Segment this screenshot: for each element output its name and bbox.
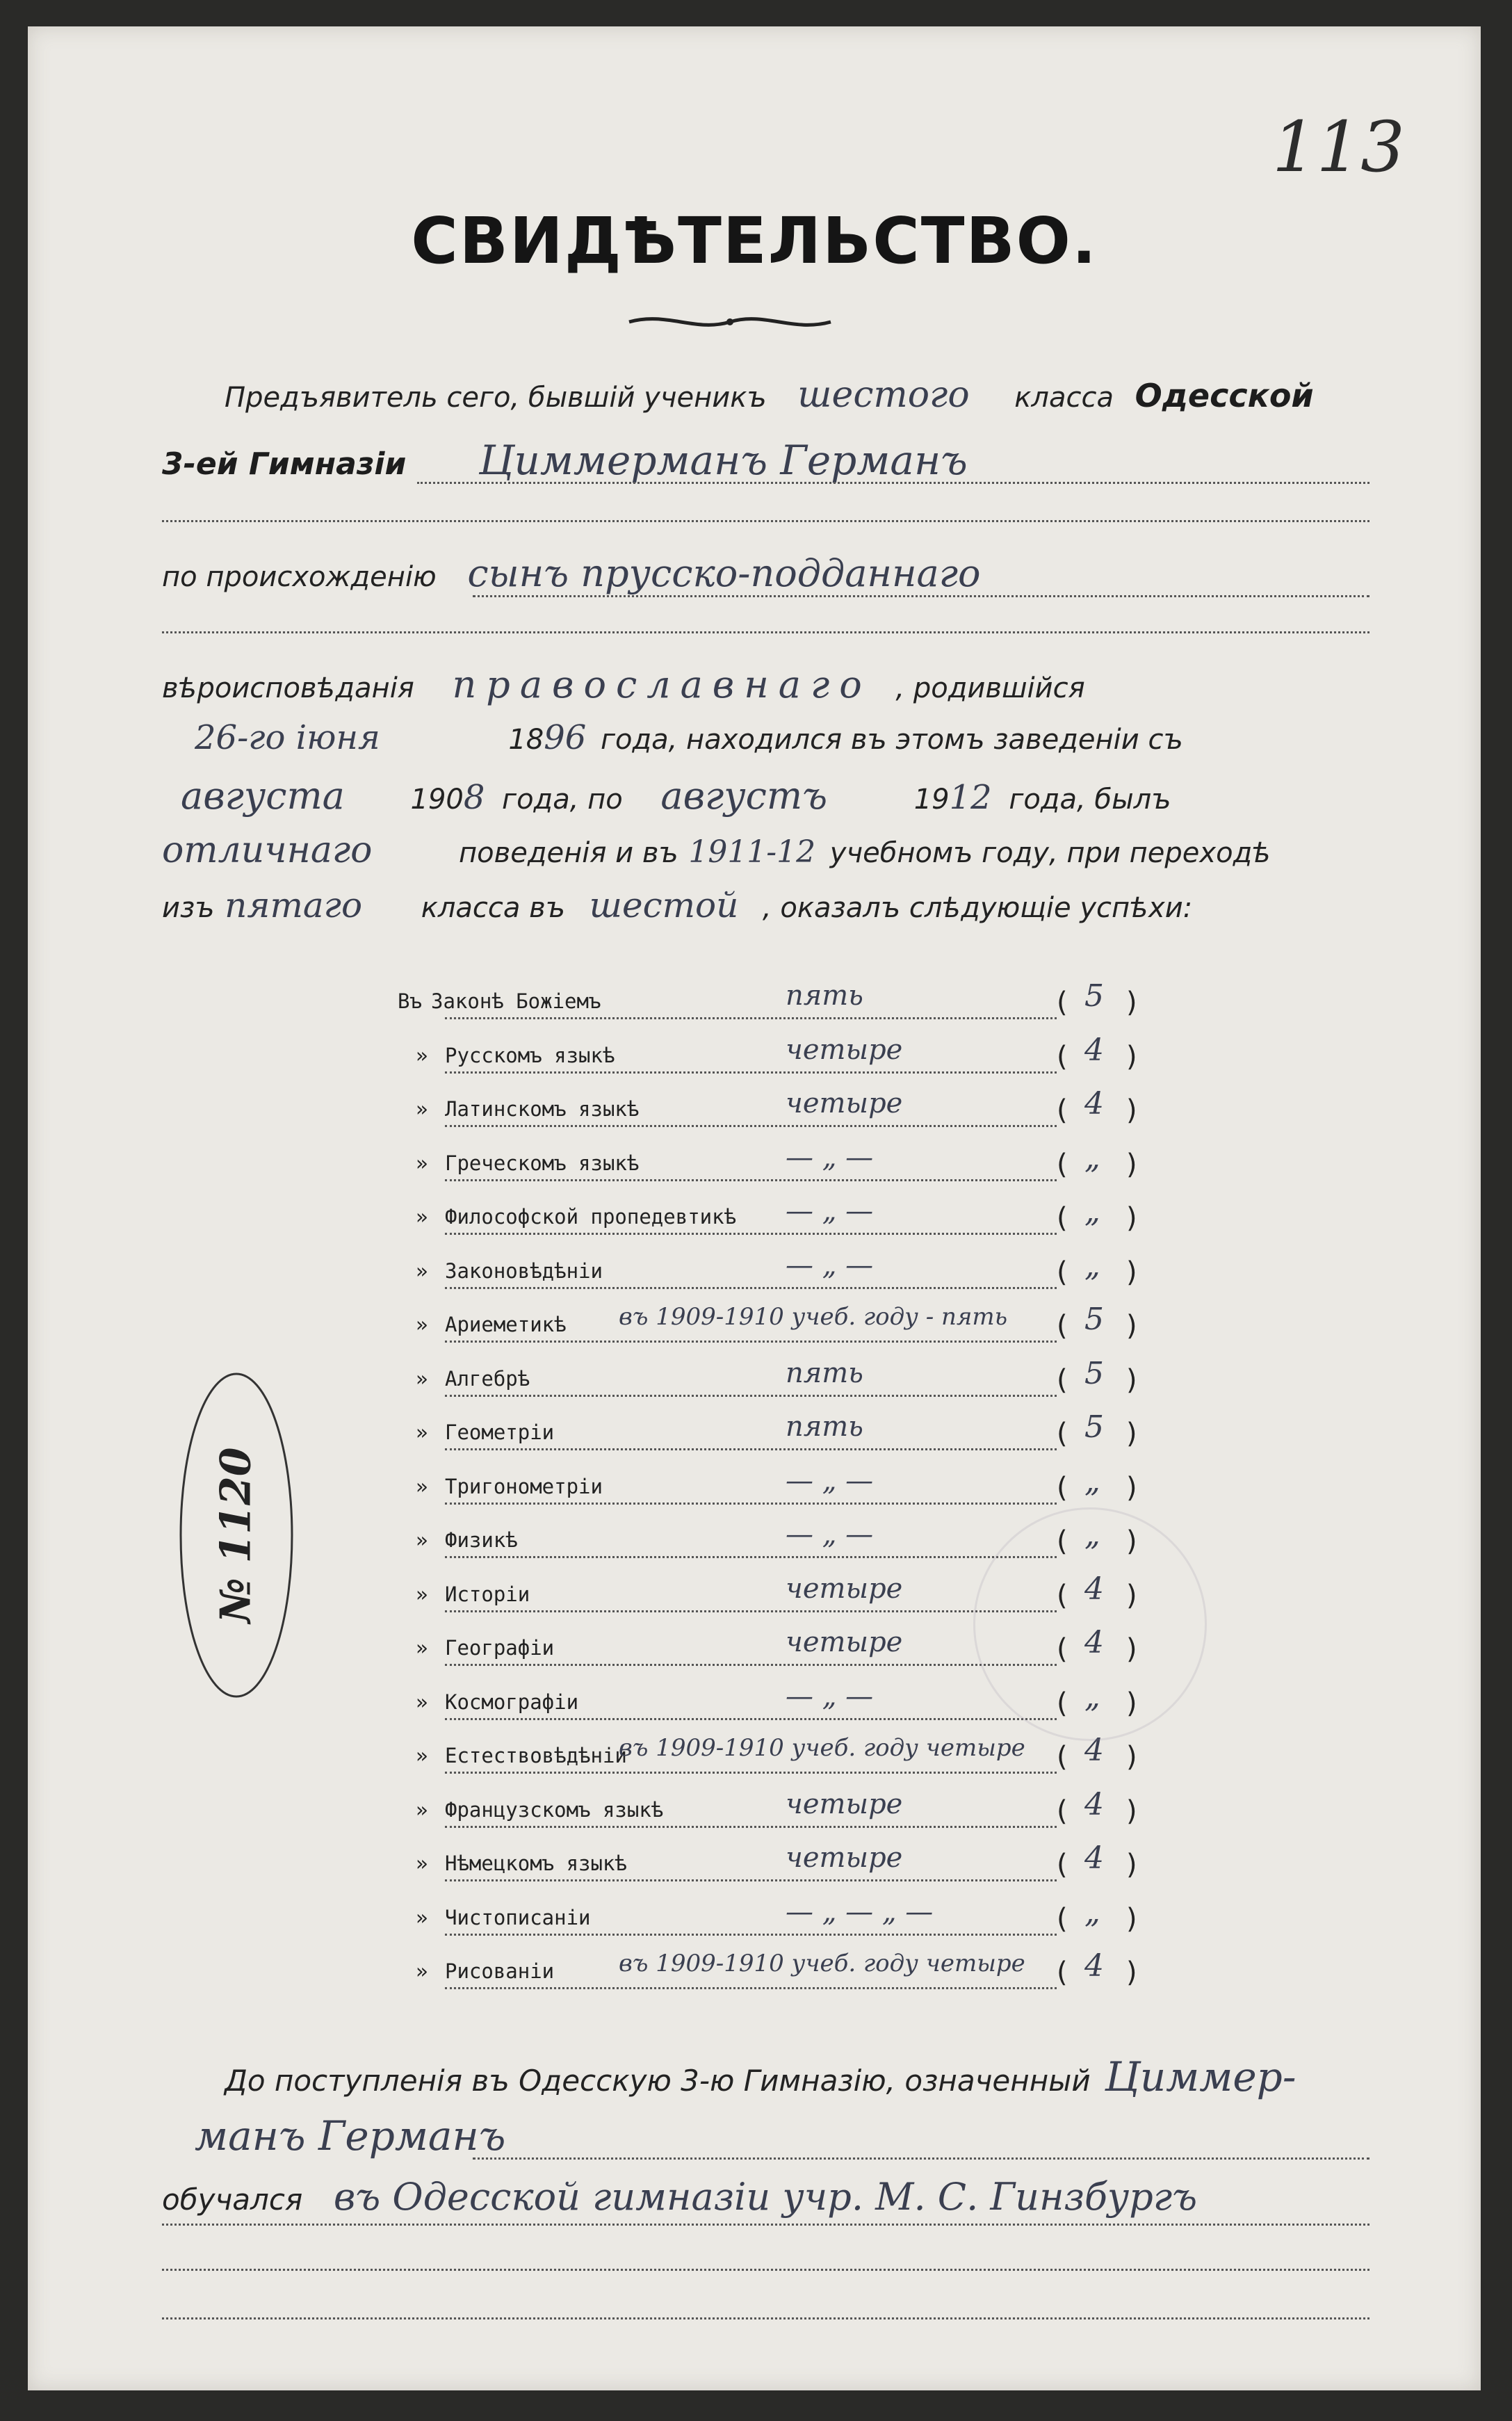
end-month: августъ [660, 774, 828, 818]
subject-prefix: » [416, 1744, 428, 1767]
grade-number: „ [1084, 1140, 1100, 1176]
subject-prefix: » [416, 1420, 428, 1444]
printed-text: класса [1014, 382, 1114, 414]
subject-name: Законѣ Божіемъ [431, 989, 601, 1013]
grade-paren-close: ) [1126, 1579, 1137, 1612]
grade-paren-close: ) [1126, 1741, 1137, 1773]
grade-number: „ [1084, 1247, 1100, 1284]
grade-word: — „ — [786, 1195, 874, 1227]
grade-paren-open: ( [1057, 1902, 1068, 1935]
grade-word: четыре [786, 1842, 903, 1874]
subject-prefix: » [416, 1097, 428, 1121]
subject-name: Нѣмецкомъ языкѣ [445, 1852, 627, 1875]
certificate-sheet [28, 26, 1481, 2390]
grade-paren-open: ( [1057, 1363, 1068, 1396]
page-number: 113 [1272, 106, 1405, 188]
grade-paren-open: ( [1057, 987, 1068, 1019]
grade-row [28, 1786, 1481, 1840]
grade-row [28, 1894, 1481, 1948]
grade-paren-open: ( [1057, 1687, 1068, 1719]
printed-text: по происхожденію [162, 561, 437, 593]
printed-text: года, находился въ этомъ заведеніи съ [600, 724, 1183, 756]
subject-prefix: » [416, 1474, 428, 1498]
subject-name: Французскомъ языкѣ [445, 1797, 664, 1822]
grade-row [28, 1247, 1481, 1301]
printed-text: поведенія и въ [459, 837, 678, 869]
grade-paren-open: ( [1057, 1849, 1068, 1881]
grade-paren-open: ( [1057, 1795, 1068, 1827]
grade-number: 4 [1084, 1086, 1104, 1122]
grade-number: 4 [1084, 1733, 1104, 1768]
grade-paren-close: ) [1126, 1310, 1137, 1342]
subject-prefix: » [416, 1528, 428, 1552]
start-month: августа [181, 774, 345, 818]
grade-word: — „ — [786, 1519, 874, 1550]
title-ornament [626, 308, 834, 336]
grade-row [28, 1733, 1481, 1786]
faint-seal [973, 1507, 1207, 1741]
intro-line-8 [162, 885, 1192, 925]
origin-value: сынъ прусско-подданнаго [467, 551, 981, 595]
grade-word: — „ — [786, 1680, 874, 1712]
grade-number: 5 [1084, 1302, 1104, 1337]
subject-name: Греческомъ языкѣ [445, 1151, 640, 1175]
subject-prefix: » [416, 1313, 428, 1336]
grade-number: „ [1084, 1194, 1100, 1229]
subject-prefix: » [416, 1258, 428, 1283]
birth-year: 96 [544, 718, 587, 757]
grade-paren-close: ) [1126, 1040, 1137, 1073]
subject-prefix: » [416, 1690, 428, 1714]
grade-word: четыре [786, 1626, 903, 1658]
grade-word: четыре [786, 1788, 903, 1820]
grade-row [28, 1032, 1481, 1085]
subject-prefix: » [416, 1959, 428, 1983]
subject-prefix: » [416, 1151, 428, 1175]
printed-text: класса въ [421, 892, 565, 924]
grade-paren-close: ) [1126, 1471, 1137, 1504]
grade-word: четыре [786, 1572, 903, 1605]
grade-paren-open: ( [1057, 1418, 1068, 1450]
grade-word: — „ — [786, 1249, 874, 1281]
printed-text: года, по [502, 784, 623, 816]
grade-paren-close: ) [1126, 1148, 1137, 1181]
subject-name: Геометріи [445, 1420, 555, 1444]
grade-number: 4 [1084, 1571, 1104, 1607]
subject-name: Физикѣ [445, 1528, 518, 1552]
grade-paren-open: ( [1057, 1741, 1068, 1773]
grade-word: пять [786, 1357, 863, 1389]
subject-name: Космографіи [445, 1690, 579, 1714]
grade-number: 5 [1084, 1409, 1104, 1445]
grade-paren-close: ) [1126, 1202, 1137, 1234]
grade-paren-close: ) [1126, 1902, 1137, 1935]
grade-paren-open: ( [1057, 1633, 1068, 1665]
stamp-number: № 1120 [212, 1447, 261, 1624]
grade-number: „ [1084, 1463, 1100, 1499]
grade-row [28, 1140, 1481, 1193]
intro-line-7 [162, 829, 1271, 871]
printed-text: вѣроисповѣданія [162, 672, 414, 704]
grade-paren-close: ) [1126, 987, 1137, 1019]
printed-text: года, былъ [1009, 784, 1171, 816]
grade-word: — „ — [786, 1464, 874, 1497]
printed-text: Предъявитель сего, бывшій ученикъ [225, 382, 767, 414]
class-value: шестого [797, 374, 970, 416]
subject-name: Географіи [445, 1636, 555, 1660]
student-surname: Циммер- [1105, 2053, 1296, 2100]
previous-school: въ Одесской гимназіи учр. М. С. Гинзбургъ [333, 2175, 1198, 2219]
subject-name: Философской пропедевтикѣ [445, 1205, 737, 1229]
grade-number: 4 [1084, 1840, 1104, 1876]
grade-row [28, 1194, 1481, 1247]
printed-text: До поступленія въ Одесскую 3-ю Гимназію, означенный [225, 2064, 1091, 2098]
grade-number: 4 [1084, 1786, 1104, 1822]
grade-paren-open: ( [1057, 1957, 1068, 1989]
subject-name: Тригонометріи [445, 1474, 603, 1498]
printed-text: 19 [913, 784, 950, 816]
grade-paren-open: ( [1057, 1202, 1068, 1234]
religion-value: православнаго [452, 663, 872, 706]
subject-name: Законовѣдѣніи [445, 1258, 603, 1283]
grade-paren-open: ( [1057, 1525, 1068, 1557]
grade-paren-close: ) [1126, 1256, 1137, 1288]
printed-text: учебномъ году, при переходѣ [829, 837, 1271, 869]
grade-number: 5 [1084, 1355, 1104, 1391]
subject-prefix: » [416, 1043, 428, 1067]
subject-name: Алгебрѣ [445, 1366, 530, 1391]
grade-paren-open: ( [1057, 1471, 1068, 1504]
subject-name: Чистописаніи [445, 1905, 591, 1929]
grade-word: четыре [786, 1033, 903, 1066]
grade-row [28, 1840, 1481, 1893]
printed-text: , оказалъ слѣдующіе успѣхи: [762, 892, 1193, 924]
conduct-value: отличнаго [162, 829, 373, 871]
grade-paren-close: ) [1126, 1094, 1137, 1126]
grade-word: четыре [786, 1087, 903, 1119]
school-name-cont: 3-ей Гимназіи [162, 446, 407, 482]
printed-text: 190 [410, 784, 464, 816]
grade-number: 4 [1084, 1625, 1104, 1660]
grade-paren-close: ) [1126, 1957, 1137, 1989]
subject-prefix: » [416, 1905, 428, 1929]
grade-word: пять [786, 980, 863, 1012]
subject-name: Ариеметикѣ [445, 1313, 567, 1336]
grade-number: 4 [1084, 1032, 1104, 1068]
grade-word: въ 1909-1910 учеб. году четыре [619, 1734, 1025, 1762]
registration-stamp [174, 1368, 299, 1702]
from-class: пятаго [225, 885, 363, 925]
grade-number: „ [1084, 1894, 1100, 1930]
grade-row [28, 978, 1481, 1031]
to-class: шестой [589, 885, 739, 925]
closing-line-2 [195, 2112, 505, 2160]
grade-word: — „ — „ — [786, 1895, 934, 1928]
grade-paren-close: ) [1126, 1687, 1137, 1719]
subject-prefix: » [416, 1582, 428, 1606]
intro-line-1 [225, 374, 1314, 416]
subject-name: Латинскомъ языкѣ [445, 1097, 640, 1121]
intro-line-2 [162, 437, 968, 484]
grade-paren-close: ) [1126, 1795, 1137, 1827]
subject-prefix: Въ [398, 989, 422, 1013]
start-year: 8 [463, 778, 485, 817]
grade-paren-close: ) [1126, 1849, 1137, 1881]
closing-line-3 [162, 2175, 1197, 2219]
grade-row [28, 1086, 1481, 1139]
grade-paren-open: ( [1057, 1579, 1068, 1612]
subject-name: Исторіи [445, 1582, 530, 1606]
school-name: Одесской [1135, 377, 1314, 414]
grade-row [28, 1302, 1481, 1354]
printed-text: обучался [162, 2183, 303, 2217]
document-title: СВИДѢТЕЛЬСТВО. [411, 204, 1098, 278]
intro-line-5 [195, 718, 1183, 757]
subject-name: Русскомъ языкѣ [445, 1043, 615, 1067]
grade-word: — „ — [786, 1141, 874, 1174]
student-name-cont: манъ Германъ [195, 2112, 506, 2160]
grade-paren-open: ( [1057, 1148, 1068, 1181]
grade-word: пять [786, 1411, 863, 1443]
end-year: 12 [949, 778, 992, 817]
subject-name: Естествовѣдѣніи [445, 1744, 627, 1767]
subject-prefix: » [416, 1797, 428, 1822]
closing-line-1 [225, 2053, 1296, 2100]
printed-text: изъ [162, 892, 215, 924]
subject-name: Рисованіи [445, 1959, 555, 1983]
intro-line-6 [181, 774, 1171, 818]
grade-paren-close: ) [1126, 1418, 1137, 1450]
subject-prefix: » [416, 1366, 428, 1391]
student-name: Циммерманъ Германъ [478, 437, 968, 484]
grade-row [28, 1948, 1481, 2001]
grade-number: 4 [1084, 1948, 1104, 1984]
printed-text: 18 [508, 724, 544, 756]
school-year: 1911-12 [688, 834, 816, 870]
intro-line-4 [162, 663, 1085, 706]
printed-text: , родившійся [895, 672, 1085, 704]
subject-prefix: » [416, 1852, 428, 1875]
grade-number: „ [1084, 1517, 1100, 1553]
grade-paren-open: ( [1057, 1310, 1068, 1342]
grade-word: въ 1909-1910 учеб. году четыре [619, 1950, 1025, 1977]
subject-prefix: » [416, 1205, 428, 1229]
birth-date: 26-го іюня [195, 718, 380, 757]
grade-paren-close: ) [1126, 1633, 1137, 1665]
grade-number: 5 [1084, 978, 1104, 1014]
grade-paren-open: ( [1057, 1256, 1068, 1288]
grade-word: въ 1909-1910 учеб. году - пять [619, 1303, 1008, 1331]
intro-line-3 [162, 551, 981, 595]
grade-paren-close: ) [1126, 1525, 1137, 1557]
subject-prefix: » [416, 1636, 428, 1660]
grade-paren-close: ) [1126, 1363, 1137, 1396]
grade-paren-open: ( [1057, 1040, 1068, 1073]
grade-number: „ [1084, 1678, 1100, 1715]
grade-paren-open: ( [1057, 1094, 1068, 1126]
